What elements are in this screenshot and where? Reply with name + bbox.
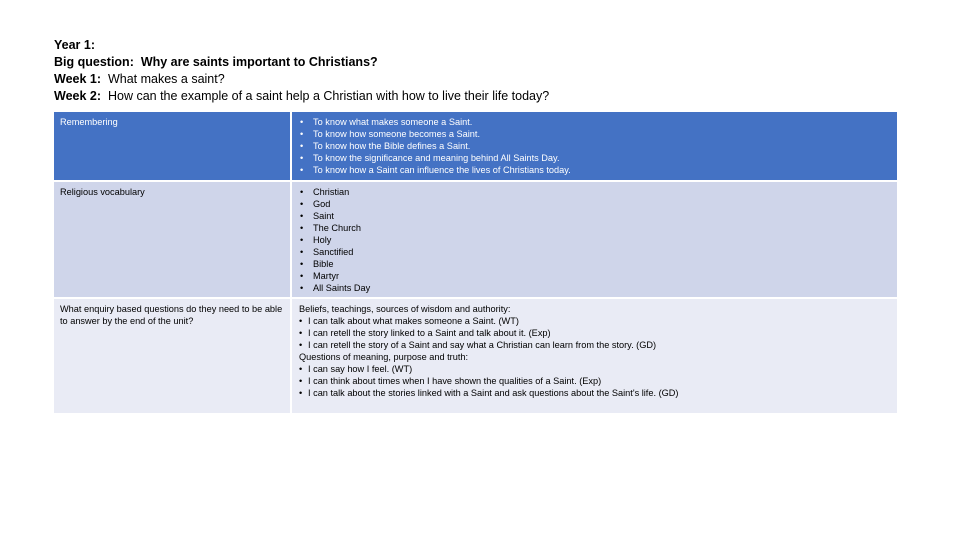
list-item: • To know how the Bible defines a Saint. — [299, 140, 890, 152]
week2-line: Week 2: How can the example of a saint help a Christian with how to live their life today? — [54, 89, 550, 103]
enquiry-label: What enquiry based questions do they need to be able to answer by the end of the unit? — [54, 299, 292, 413]
week2-text: How can the example of a saint help a Christian with how to live their life today? — [107, 89, 550, 103]
page-header — [54, 37, 914, 105]
list-item: • I can talk about what makes someone a Saint. (WT) — [299, 315, 890, 327]
list-item: • The Church — [299, 222, 890, 234]
list-item: • To know the significance and meaning behind All Saints Day. — [299, 152, 890, 164]
enquiry-content — [292, 299, 897, 413]
remembering-content — [292, 112, 897, 180]
vocabulary-label: Religious vocabulary — [54, 182, 292, 297]
list-item: • I can talk about the stories linked with a Saint and ask questions about the Saint's life. (GD) — [299, 387, 890, 399]
list-item: • I can say how I feel. (WT) — [299, 363, 890, 375]
year-line: Year 1: — [54, 38, 96, 52]
list-item: • Bible — [299, 258, 890, 270]
vocabulary-list — [299, 186, 890, 294]
list-item: • I can think about times when I have shown the qualities of a Saint. (Exp) — [299, 375, 890, 387]
beliefs-heading: Beliefs, teachings, sources of wisdom and authority: — [299, 304, 511, 314]
list-item: • Saint — [299, 210, 890, 222]
week1-line: Week 1: What makes a saint? — [54, 72, 225, 86]
big-question-line: Big question: Why are saints important to Christians? — [54, 55, 378, 69]
vocabulary-content — [292, 182, 897, 297]
list-item: • To know what makes someone a Saint. — [299, 116, 890, 128]
list-item: • Martyr — [299, 270, 890, 282]
list-item: • To know how someone becomes a Saint. — [299, 128, 890, 140]
table-row-vocabulary — [54, 182, 897, 299]
week1-text: What makes a saint? — [107, 72, 225, 86]
list-item: • Holy — [299, 234, 890, 246]
list-item: • I can retell the story linked to a Saint and talk about it. (Exp) — [299, 327, 890, 339]
list-item: • Christian — [299, 186, 890, 198]
beliefs-list — [299, 315, 890, 351]
big-question-text: Why are saints important to Christians? — [140, 55, 378, 69]
questions-list — [299, 363, 890, 399]
list-item: • To know how a Saint can influence the lives of Christians today. — [299, 164, 890, 176]
remembering-label: Remembering — [54, 112, 292, 180]
list-item: • God — [299, 198, 890, 210]
list-item: • Sanctified — [299, 246, 890, 258]
list-item: • All Saints Day — [299, 282, 890, 294]
list-item: • I can retell the story of a Saint and say what a Christian can learn from the story. (GD) — [299, 339, 890, 351]
table-row-enquiry — [54, 299, 897, 415]
table-row-remembering — [54, 112, 897, 182]
unit-table — [54, 112, 897, 415]
questions-heading: Questions of meaning, purpose and truth: — [299, 352, 469, 362]
remembering-list — [299, 116, 890, 176]
